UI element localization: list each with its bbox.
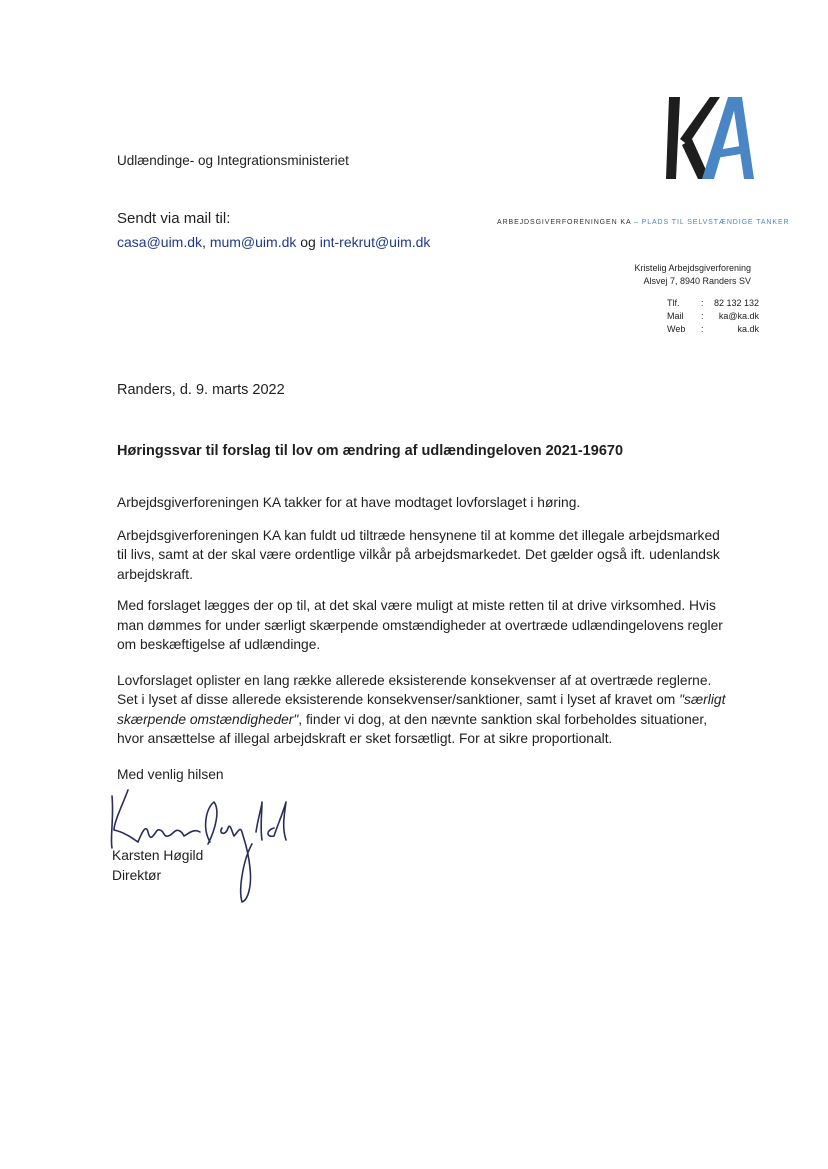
logo-a-right (732, 97, 754, 179)
signer-title: Direktør (112, 868, 162, 883)
contact-colon: : (701, 298, 704, 308)
contact-info (667, 297, 759, 336)
contact-row-mail (667, 310, 759, 323)
contact-colon: : (701, 311, 704, 321)
ka-logo (666, 95, 754, 181)
closing-greeting: Med venlig hilsen (117, 767, 224, 782)
recipient-emails (117, 234, 430, 250)
paragraph-4-start: Lovforslaget oplister en lang række allerede eksisterende konsekvenser af at overtræde reglerne. Set i lyset af disse allerede eksisterende konsekvenser/sanktioner, samt i lyset af kravet om (117, 672, 712, 707)
paragraph-4-quote: "særligt skærpende omstændigheder" (117, 692, 726, 727)
letter-body (117, 493, 727, 762)
body-paragraph-1: Arbejdsgiverforeningen KA takker for at have modtaget lovforslaget i høring. (117, 495, 581, 510)
body-paragraph-3: Med forslaget lægges der op til, at det skal være muligt at miste retten til at drive virksomhed. Hvis man dømmes for under særligt skærpende omstændigheder at overtræde udlændingelovens regler om beskæftigelse af udlændinge. (117, 598, 723, 652)
phone-number: 82 132 132 (713, 298, 759, 308)
body-paragraph-2: Arbejdsgiverforeningen KA kan fuldt ud tiltræde hensynene til at komme det illegale arbejdsmarked til livs, samt at der skal være ordentlige vilkår på arbejdsmarkedet. Det gælder også ift. udenlandsk arbejdskraft. (117, 527, 720, 582)
signer-block (112, 846, 203, 886)
sender-name: Kristelig Arbejdsgiverforening (634, 263, 751, 273)
email-separator: og (296, 234, 320, 250)
letterhead-tagline (497, 219, 789, 226)
contact-email-link[interactable]: ka@ka.dk (718, 311, 759, 321)
contact-label: Mail (667, 311, 684, 321)
letter-date: Randers, d. 9. marts 2022 (117, 382, 285, 398)
contact-label: Web (667, 324, 686, 334)
email-link-mum[interactable]: mum@uim.dk (209, 234, 297, 250)
sender-address (634, 262, 751, 288)
contact-row-web (667, 323, 759, 336)
contact-row-phone (667, 297, 759, 310)
paragraph-4-end: , finder vi dog, at den nævnte sanktion skal forbeholdes situationer, hvor ansættelse af illegal arbejdskraft er sket forsætligt. For at sikre proportionalt. (117, 711, 708, 746)
contact-label: Tlf. (667, 298, 680, 308)
sender-street: Alsvej 7, 8940 Randers SV (643, 276, 751, 286)
letter-subject: Høringssvar til forslag til lov om ændring af udlændingeloven 2021-19670 (117, 443, 624, 459)
website-link[interactable]: ka.dk (737, 324, 759, 334)
tagline-dash: – (631, 219, 642, 226)
contact-colon: : (701, 324, 704, 334)
email-link-casa[interactable]: casa@uim.dk (117, 234, 203, 250)
body-paragraph-4 (117, 671, 727, 749)
signer-name: Karsten Høgild (112, 848, 204, 863)
email-separator: , (202, 234, 210, 250)
logo-k-arm (680, 97, 720, 145)
email-link-int-rekrut[interactable]: int-rekrut@uim.dk (319, 234, 431, 250)
logo-k-stem (666, 97, 680, 179)
tagline-org: ARBEJDSGIVERFORENINGEN KA (497, 219, 632, 226)
sent-via-label: Sendt via mail til: (117, 210, 231, 227)
recipient: Udlændinge- og Integrationsministeriet (117, 153, 349, 168)
tagline-slogan: PLADS TIL SELVSTÆNDIGE TANKER (641, 219, 790, 226)
